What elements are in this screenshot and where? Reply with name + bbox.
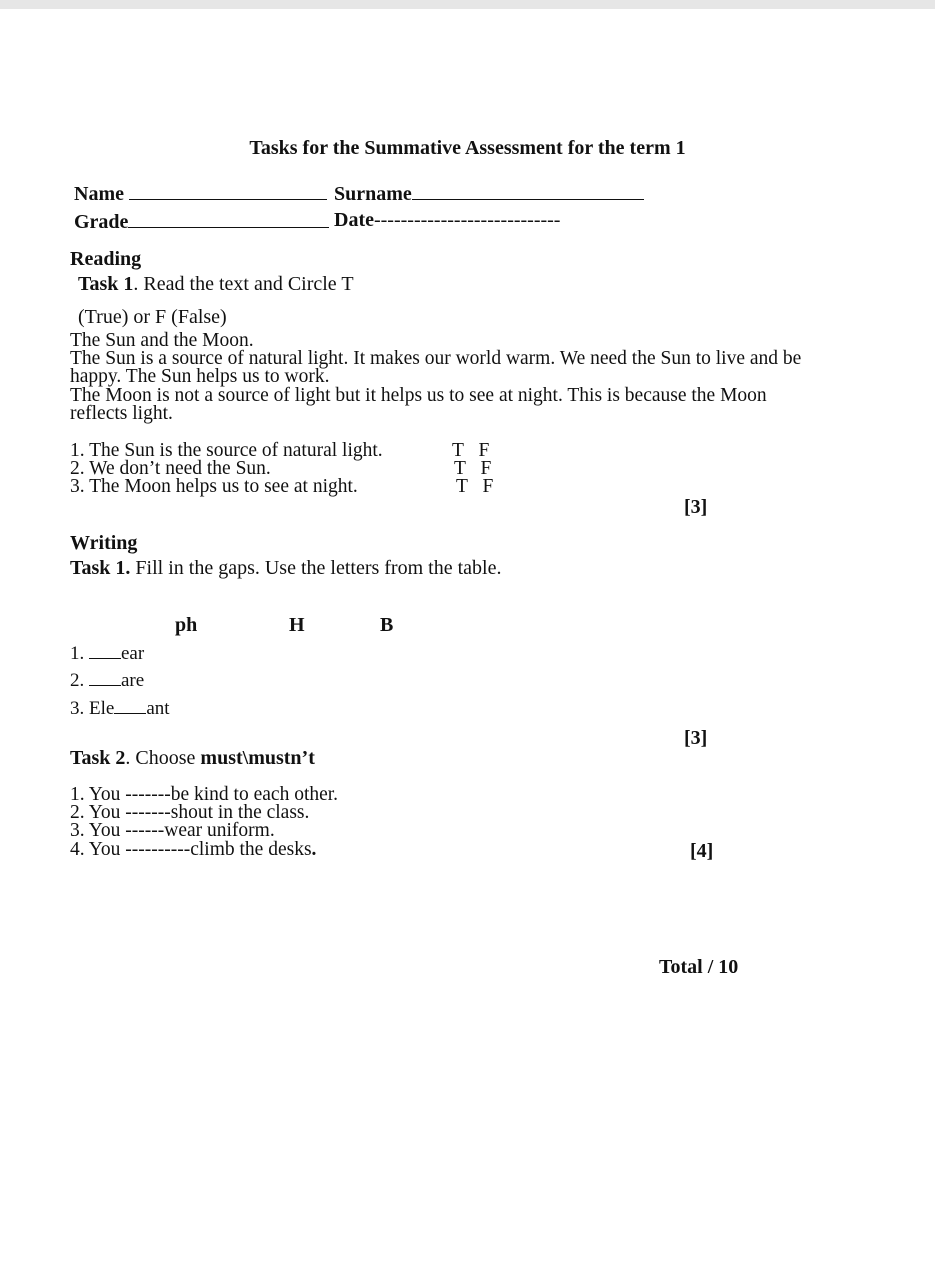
writing-task-1-label: Task 1.	[70, 557, 131, 579]
sentence-period: .	[311, 838, 317, 860]
passage-line: The Moon is not a source of light but it helps us to see at night. This is because the Moon	[70, 384, 767, 406]
name-blank	[129, 181, 327, 200]
sentence-row: 3. You ------wear uniform.	[70, 820, 275, 842]
true-option: T	[454, 458, 466, 480]
date-field	[334, 209, 560, 232]
false-option: F	[480, 458, 492, 480]
gap-suffix: ear	[121, 643, 145, 664]
writing-heading: Writing	[70, 532, 138, 554]
gap-suffix: are	[121, 670, 145, 691]
grade-label: Grade	[74, 211, 129, 233]
passage-line: happy. The Sun helps us to work.	[70, 366, 330, 388]
true-option: T	[452, 440, 464, 461]
letter-cell: B	[380, 614, 394, 636]
gap-prefix: 3. Ele	[70, 698, 115, 719]
reading-passage	[70, 332, 801, 423]
writing-task-2-text: . Choose	[125, 747, 201, 769]
gap-item	[70, 643, 144, 665]
surname-label: Surname	[334, 183, 412, 205]
reading-score: [3]	[684, 496, 708, 518]
reading-heading: Reading	[70, 248, 142, 270]
passage-line: The Sun is a source of natural light. It makes our world warm. We need the Sun to live and be	[70, 348, 802, 370]
page-title: Tasks for the Summative Assessment for the term 1	[249, 137, 686, 159]
sentence-row	[70, 838, 338, 860]
statement-text: 1. The Sun is the source of natural light.	[70, 440, 383, 461]
true-option: T	[456, 476, 468, 498]
gap-item	[70, 698, 170, 720]
reading-task-label: Task 1	[78, 273, 134, 295]
surname-blank	[412, 181, 644, 200]
statement-text: 2. We don’t need the Sun.	[70, 458, 271, 480]
gap-blank	[114, 699, 146, 714]
date-label: Date	[334, 209, 374, 231]
writing-task-2-label: Task 2	[70, 747, 126, 769]
statement-row	[70, 478, 383, 496]
surname-field	[334, 181, 644, 206]
gap-blank	[89, 671, 121, 686]
statement-text: 3. The Moon helps us to see at night.	[70, 476, 358, 498]
grade-field	[74, 209, 329, 234]
name-label: Name	[74, 183, 124, 205]
reading-task-text-2: (True) or F (False)	[78, 306, 227, 328]
passage-line: reflects light.	[70, 402, 173, 424]
tf-row	[452, 478, 493, 496]
gap-blank	[89, 644, 121, 659]
name-field	[74, 181, 327, 206]
writing-task-1-text: Fill in the gaps. Use the letters from the table.	[130, 557, 502, 579]
must-sentences	[70, 786, 338, 859]
letter-cell: H	[289, 614, 305, 636]
gap-suffix: ant	[146, 698, 170, 719]
reading-task-1	[78, 273, 354, 296]
writing-task-2-score: [4]	[690, 840, 714, 862]
gap-item	[70, 670, 144, 692]
sentence-row: 2. You -------shout in the class.	[70, 802, 310, 824]
true-false-statements	[70, 442, 383, 497]
tf-options	[452, 442, 493, 497]
gap-prefix: 2.	[70, 670, 89, 691]
viewer-top-bar	[0, 0, 935, 9]
writing-task-1-score: [3]	[684, 727, 708, 749]
grade-blank	[128, 209, 329, 228]
false-option: F	[478, 440, 490, 461]
gap-prefix: 1.	[70, 643, 89, 664]
reading-task-text: . Read the text and Circle T	[133, 273, 354, 295]
sentence-text: 4. You ----------climb the desks	[70, 838, 312, 860]
passage-line: The Sun and the Moon.	[70, 330, 254, 351]
false-option: F	[482, 476, 494, 498]
total-score: Total / 10	[659, 956, 739, 978]
writing-task-2	[70, 747, 315, 770]
letter-cell: ph	[175, 614, 198, 636]
writing-task-1	[70, 557, 501, 580]
date-dashes: ----------------------------	[373, 209, 561, 231]
writing-task-2-options: must\mustn’t	[200, 747, 315, 769]
sentence-row: 1. You -------be kind to each other.	[70, 784, 339, 805]
